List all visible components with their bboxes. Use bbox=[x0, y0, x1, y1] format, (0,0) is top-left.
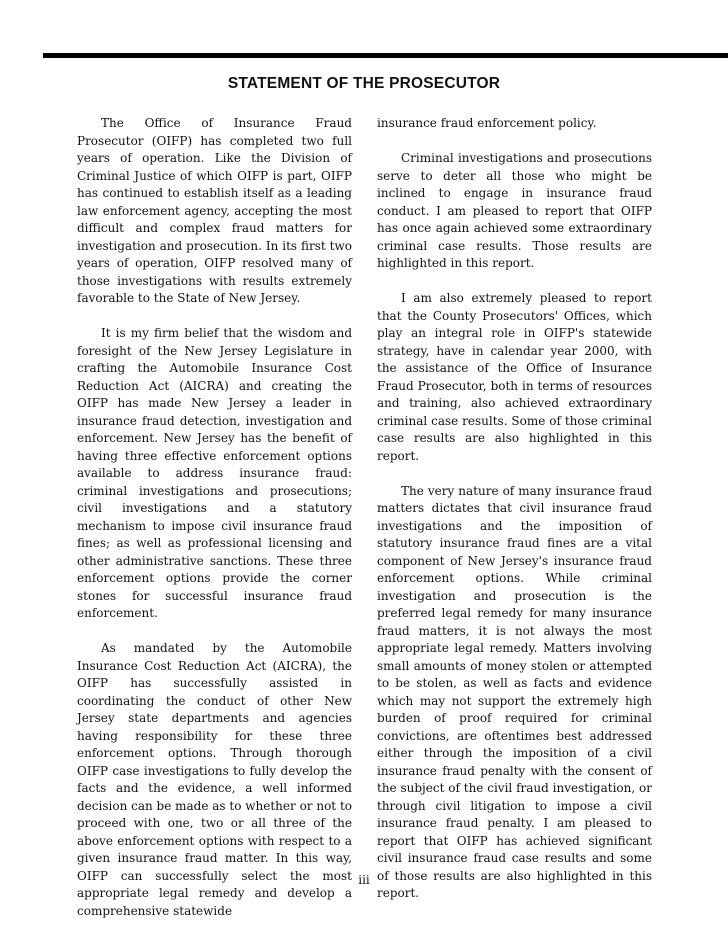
paragraph: The very nature of many insurance fraud matters dictates that civil insurance fraud investigations and the imposition of statutory insurance fraud fines are a vital component of New Jersey's insurance fraud enforcement options. While criminal investigation and prosecution is the preferred legal remedy for many insurance fraud matters, it is not always the most appropriate legal remedy. Matters involving small amounts of money stolen or attempted to be stolen, as well as facts and evidence which may not support the extremely high burden of proof required for criminal convictions, are oftentimes best addressed either through the imposition of a civil insurance fraud penalty with the consent of the subject of the civil fraud investigation, or through civil litigation to impose a civil insurance fraud penalty. I am pleased to report that OIFP has achieved significant civil insurance fraud case results and some of those results are also highlighted in this report. bbox=[377, 483, 652, 900]
paragraph: insurance fraud enforcement policy. bbox=[377, 116, 597, 130]
paragraph: As mandated by the Automobile Insurance Cost Reduction Act (AICRA), the OIFP has successfully assisted in coordinating the conduct of other New Jersey state departments and agencies having responsibility for these three enforcement options. Through thorough OIFP case investigations to fully develop the facts and the evidence, a well informed decision can be made as to whether or not to proceed with one, two or all three of the above enforcement options with respect to a given insurance fraud matter. In this way, OIFP can successfully select the most appropriate legal remedy and develop a comprehensive statewide bbox=[77, 641, 352, 918]
paragraph: I am also extremely pleased to report that the County Prosecutors' Offices, which play an integral role in OIFP's statewide strategy, have in calendar year 2000, with the assistance of the Office of Insurance Fraud Prosecutor, both in terms of resources and training, also achieved extraordinary criminal case results. Some of those criminal case results are also highlighted in this report. bbox=[377, 291, 652, 463]
right-column bbox=[377, 115, 652, 920]
left-column bbox=[77, 115, 352, 938]
paragraph: The Office of Insurance Fraud Prosecutor (OIFP) has completed two full years of operation. Like the Division of Criminal Justice of which OIFP is part, OIFP has continued to establish itself as a leading law enforcement agency, accepting the most difficult and complex fraud matters for investigation and prosecution. In its first two years of operation, OIFP resolved many of those investigations with results extremely favorable to the State of New Jersey. bbox=[77, 116, 352, 305]
paragraph: Criminal investigations and prosecutions serve to deter all those who might be inclined to engage in insurance fraud conduct. I am pleased to report that OIFP has once again achieved some extraordinary criminal case results. Those results are highlighted in this report. bbox=[377, 151, 652, 270]
header-rule bbox=[43, 53, 728, 58]
paragraph: It is my firm belief that the wisdom and foresight of the New Jersey Legislature in crafting the Automobile Insurance Cost Reduction Act (AICRA) and creating the OIFP has made New Jersey a leader in insurance fraud detection, investigation and enforcement. New Jersey has the benefit of having three effective enforcement options available to address insurance fraud: criminal investigations and prosecutions; civil investigations and a statutory mechanism to impose civil insurance fraud fines; as well as professional licensing and other administrative sanctions. These three enforcement options provide the corner stones for successful insurance fraud enforcement. bbox=[77, 326, 352, 620]
page-title: STATEMENT OF THE PROSECUTOR bbox=[227, 75, 501, 92]
page-number: iii bbox=[358, 873, 370, 887]
